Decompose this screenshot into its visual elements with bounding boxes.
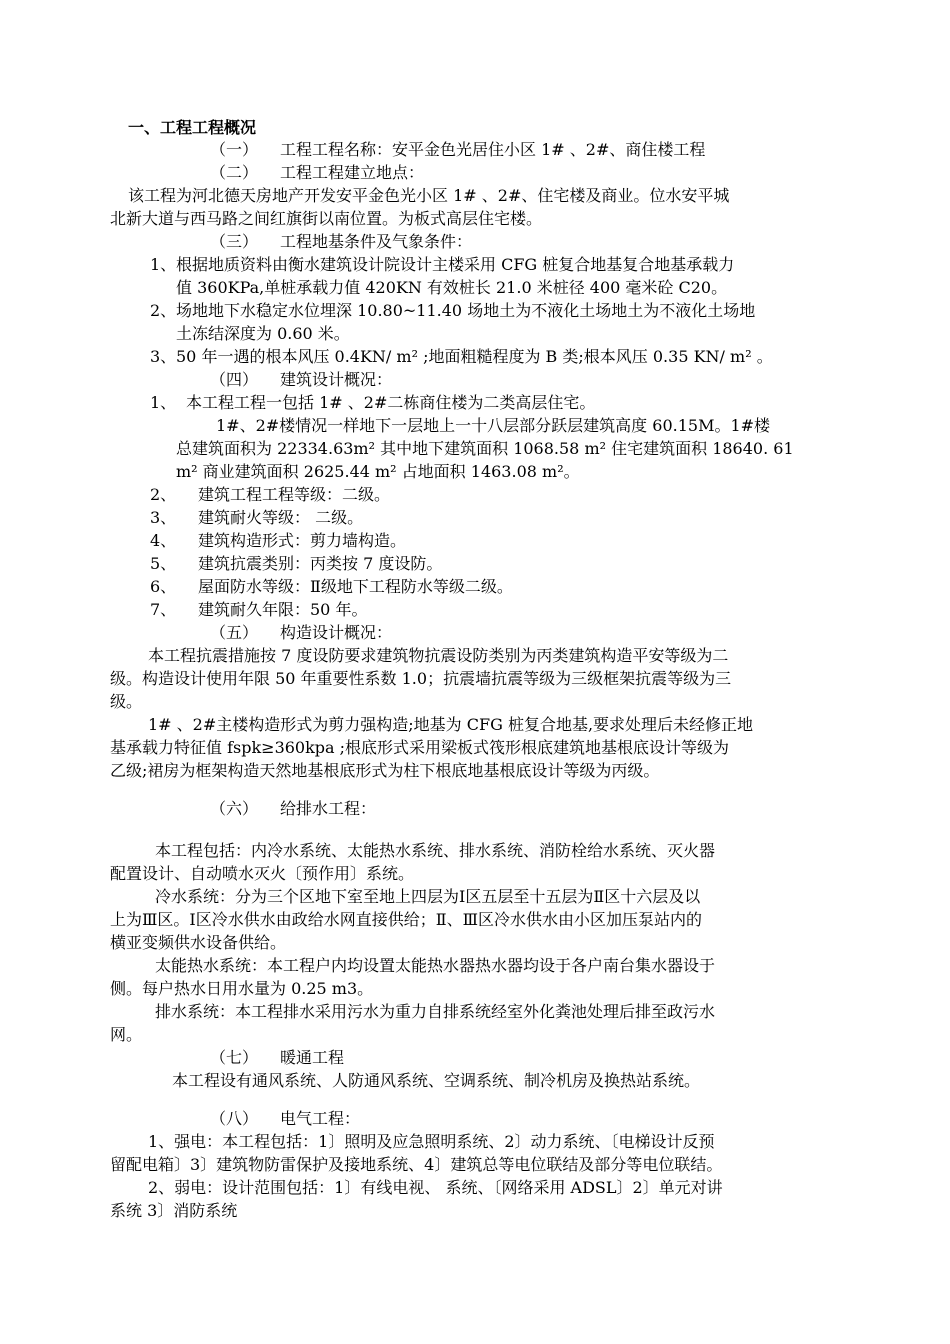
section-4-item-1-number: 1、 (150, 393, 177, 412)
section-6-para-3-line-2: 侧。每户热水日用水量为 0.25 m3。 (110, 979, 374, 998)
section-6-para-1-line-1: 本工程包括：内冷水系统、太能热水系统、排水系统、消防栓给水系统、灭火器 (155, 841, 716, 860)
section-6-para-4-line-1: 排水系统：本工程排水采用污水为重力自排系统经室外化粪池处理后排至政污水 (155, 1002, 716, 1021)
section-6-para-2-line-1: 冷水系统：分为三个区地下室至地上四层为Ⅰ区五层至十五层为Ⅱ区十六层及以 (155, 887, 701, 906)
section-3-item-2-number: 2、 (150, 301, 177, 320)
section-2-label: （二） (210, 163, 259, 182)
section-4-item-6-number: 6、 (150, 577, 177, 596)
section-4-item-3-text: 建筑耐火等级： 二级。 (198, 508, 364, 527)
section-5-para-1-line-3: 级。 (110, 692, 143, 711)
section-1-label: （一） (210, 140, 259, 159)
section-4-item-5-number: 5、 (150, 554, 177, 573)
section-2-para-line-2: 北新大道与西马路之间红旗街以南位置。为板式高层住宅楼。 (110, 209, 543, 228)
section-8-para-1-line-2: 留配电箱〕3〕建筑物防雷保护及接地系统、4〕建筑总等电位联结及部分等电位联结。 (110, 1155, 723, 1174)
section-2-text: 工程工程建立地点： (280, 163, 425, 182)
section-5-text: 构造设计概况： (280, 623, 393, 642)
section-6-para-2-line-3: 横亚变频供水设备供给。 (110, 933, 287, 952)
section-6-para-2-line-2: 上为Ⅲ区。Ⅰ区冷水供水由政给水网直接供给；Ⅱ、Ⅲ区冷水供水由小区加压泵站内的 (110, 910, 703, 929)
section-title: 一、工程工程概况 (128, 118, 257, 137)
section-5-para-1-line-1: 本工程抗震措施按 7 度设防要求建筑物抗震设防类别为丙类建筑构造平安等级为二 (148, 646, 729, 665)
section-3-item-1-line-1: 根据地质资料由衡水建筑设计院设计主楼采用 CFG 桩复合地基复合地基承载力 (176, 255, 735, 274)
section-8-text: 电气工程： (280, 1109, 361, 1128)
section-4-item-1-line-4: m² 商业建筑面积 2625.44 m² 占地面积 1463.08 m²。 (176, 462, 580, 481)
section-4-item-7-text: 建筑耐久年限：50 年。 (198, 600, 368, 619)
section-4-label: （四） (210, 370, 259, 389)
section-3-item-2-line-1: 场地地下水稳定水位埋深 10.80~11.40 场地土为不液化土场地土为不液化土场地 (176, 301, 756, 320)
section-5-para-2-line-3: 乙级;裙房为框架构造天然地基根底形式为柱下根底地基根底设计等级为丙级。 (110, 761, 660, 780)
section-4-item-3-number: 3、 (150, 508, 177, 527)
section-3-text: 工程地基条件及气象条件： (280, 232, 473, 251)
section-7-para-1: 本工程设有通风系统、人防通风系统、空调系统、制冷机房及换热站系统。 (172, 1071, 701, 1090)
section-4-item-6-text: 屋面防水等级：Ⅱ级地下工程防水等级二级。 (198, 577, 513, 596)
section-5-label: （五） (210, 623, 259, 642)
section-5-para-2-line-1: 1# 、2#主楼构造形式为剪力强构造;地基为 CFG 桩复合地基,要求处理后未经修正地 (148, 715, 754, 734)
section-5-para-2-line-2: 基承载力特征值 fspk≥360kpa ;根底形式采用梁板式筏形根底建筑地基根底设计等级为 (110, 738, 730, 757)
section-4-item-4-number: 4、 (150, 531, 177, 550)
section-3-item-2-line-2: 土冻结深度为 0.60 米。 (176, 324, 350, 343)
section-8-para-1-line-1: 1、强电：本工程包括：1〕照明及应急照明系统、2〕动力系统、〔电梯设计反预 (148, 1132, 715, 1151)
section-7-text: 暖通工程 (280, 1048, 345, 1067)
section-6-para-1-line-2: 配置设计、自动喷水灭火〔预作用〕系统。 (110, 864, 415, 883)
section-4-item-1-line-3: 总建筑面积为 22334.63m² 其中地下建筑面积 1068.58 m² 住宅建筑面积 18640. 61 (176, 439, 794, 458)
section-4-item-4-text: 建筑构造形式：剪力墙构造。 (198, 531, 407, 550)
section-8-label: （八） (210, 1109, 259, 1128)
section-3-label: （三） (210, 232, 259, 251)
section-4-item-5-text: 建筑抗震类别：丙类按 7 度设防。 (198, 554, 443, 573)
section-6-text: 给排水工程： (280, 799, 377, 818)
section-3-item-1-line-2: 值 360KPa,单桩承载力值 420KN 有效桩长 21.0 米桩径 400 毫米砼 C20。 (176, 278, 728, 297)
section-3-item-3-line-1: 50 年一遇的根本风压 0.4KN/ m² ;地面粗糙程度为 B 类;根本风压 0.35 KN/ m² 。 (176, 347, 773, 366)
section-4-item-2-text: 建筑工程工程等级：二级。 (198, 485, 391, 504)
section-4-text: 建筑设计概况： (280, 370, 393, 389)
section-2-para-line-1: 该工程为河北德天房地产开发安平金色光小区 1# 、2#、住宅楼及商业。位水安平城 (128, 186, 730, 205)
section-5-para-1-line-2: 级。构造设计使用年限 50 年重要性系数 1.0；抗震墙抗震等级为三级框架抗震等级为三 (110, 669, 732, 688)
section-6-para-4-line-2: 网。 (110, 1025, 143, 1044)
section-6-label: （六） (210, 799, 259, 818)
section-4-item-1-line-2: 1#、2#楼情况一样地下一层地上一十八层部分跃层建筑高度 60.15M。1#楼 (216, 416, 771, 435)
section-8-para-2-line-2: 系统 3〕消防系统 (110, 1201, 238, 1220)
section-3-item-3-number: 3、 (150, 347, 177, 366)
section-6-para-3-line-1: 太能热水系统：本工程户内均设置太能热水器热水器均设于各户南台集水器设于 (155, 956, 716, 975)
section-4-item-2-number: 2、 (150, 485, 177, 504)
section-1-text: 工程工程名称：安平金色光居住小区 1# 、2#、商住楼工程 (280, 140, 706, 159)
section-8-para-2-line-1: 2、弱电：设计范围包括：1〕有线电视、 系统、〔网络采用 ADSL〕2〕单元对讲 (148, 1178, 723, 1197)
section-4-item-1-line-1: 本工程工程一包括 1# 、2#二栋商住楼为二类高层住宅。 (186, 393, 596, 412)
section-3-item-1-number: 1、 (150, 255, 177, 274)
section-7-label: （七） (210, 1048, 259, 1067)
section-4-item-7-number: 7、 (150, 600, 177, 619)
